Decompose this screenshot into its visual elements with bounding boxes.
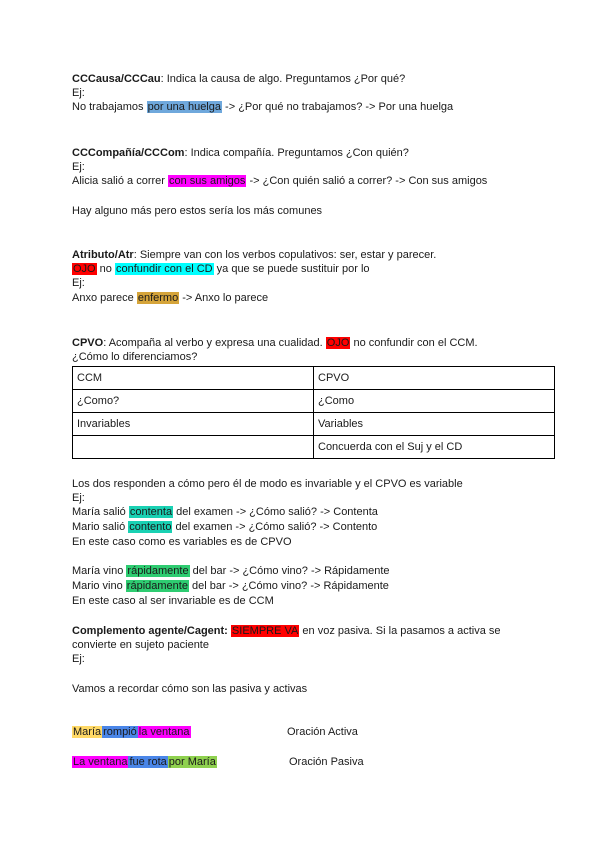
atributo-ex-pre: Anxo parece (72, 292, 137, 304)
ccomp-title: CCCompañía/CCCom (72, 147, 185, 159)
cagente-ej: Ej: (72, 653, 85, 665)
cpvo-conclusion-2: En este caso al ser invariable es de CCM (72, 595, 274, 607)
cpvo-ex1-pre: María salió (72, 506, 129, 518)
ccausa-title: CCCausa/CCCau (72, 73, 161, 85)
passive-agent: por María (168, 756, 216, 768)
atributo-example (72, 291, 268, 305)
atributo-desc: : Siempre van con los verbos copulativos: ser, estar y parecer. (133, 249, 437, 261)
cpvo-desc2: no confundir con el CCM. (350, 337, 478, 349)
cpvo-ex4-post: del bar -> ¿Cómo vino? -> Rápidamente (188, 580, 389, 592)
active-verb: rompió (103, 726, 137, 738)
cpvo-desc: : Acompaña al verbo y expresa una cualidad. (103, 337, 326, 349)
cpvo-ojo: OJO (326, 337, 350, 349)
ccomp-desc: : Indica compañía. Preguntamos ¿Con quién? (184, 147, 409, 159)
active-sentence (72, 725, 191, 739)
cpvo-ex3-highlight: rápidamente (127, 565, 189, 577)
cpvo-ex3-post: del bar -> ¿Cómo vino? -> Rápidamente (189, 565, 390, 577)
cpvo-ex1-post: del examen -> ¿Cómo salió? -> Contenta (173, 506, 378, 518)
active-object: la ventana (138, 726, 190, 738)
cpvo-example-3 (72, 564, 390, 578)
cpvo-conclusion-1: En este caso como es variables es de CPVO (72, 536, 292, 548)
table-cell: Invariables (73, 413, 314, 436)
cagente-desc: en voz pasiva. Si la pasamos a activa se (299, 625, 501, 637)
ccausa-ex-post: -> ¿Por qué no trabajamos? -> Por una huelga (222, 101, 454, 113)
cpvo-ex2-pre: Mario salió (72, 521, 129, 533)
atributo-mid: no (96, 263, 115, 275)
atributo-ex-highlight: enfermo (137, 292, 179, 304)
atributo-ojo: OJO (73, 263, 96, 275)
cagente-highlight: SIEMPRE VA (231, 625, 299, 637)
table-row (73, 367, 555, 390)
ccausa-desc: : Indica la causa de algo. Preguntamos ¿Por qué? (160, 73, 406, 85)
ccausa-ej: Ej: (72, 87, 85, 99)
cpvo-ej: Ej: (72, 492, 85, 504)
atributo-post: ya que se puede sustituir por lo (213, 263, 370, 275)
cpvo-title: CPVO (72, 337, 104, 349)
ccausa-ex-pre: No trabajamos (72, 101, 147, 113)
table-row (73, 436, 555, 459)
atributo-ex-post: -> Anxo lo parece (179, 292, 269, 304)
table-cell: ¿Como (314, 390, 555, 413)
passive-subject: La ventana (73, 756, 128, 768)
ccm-cpvo-table (72, 366, 555, 459)
cpvo-ex4-pre: Mario vino (72, 580, 126, 592)
table-cell: CCM (73, 367, 314, 390)
passive-verb: fue rota (129, 756, 167, 768)
cpvo-heading (72, 336, 478, 350)
ccausa-heading (72, 72, 405, 86)
cpvo-ex2-highlight: contento (129, 521, 172, 533)
cpvo-example-1 (72, 505, 378, 519)
ccomp-example (72, 174, 487, 188)
passive-sentence (72, 755, 217, 769)
passive-label: Oración Pasiva (289, 756, 364, 768)
cpvo-ex4-highlight: rápidamente (126, 580, 188, 592)
cpvo-ex2-post: del examen -> ¿Cómo salió? -> Contento (172, 521, 378, 533)
cpvo-ex1-highlight: contenta (129, 506, 173, 518)
table-cell: Variables (314, 413, 555, 436)
ccomp-ex-post: -> ¿Con quién salió a correr? -> Con sus amigos (246, 175, 488, 187)
cpvo-question: ¿Cómo lo diferenciamos? (72, 351, 198, 363)
active-subject: María (73, 726, 102, 738)
ccomp-ex-pre: Alicia salió a correr (72, 175, 168, 187)
cpvo-example-4 (72, 579, 389, 593)
cagente-heading (72, 624, 501, 638)
atributo-ej: Ej: (72, 277, 85, 289)
cagente-recall: Vamos a recordar cómo son las pasiva y activas (72, 683, 308, 695)
cpvo-ex3-pre: María vino (72, 565, 127, 577)
atributo-highlight: confundir con el CD (115, 263, 213, 275)
ccausa-ex-highlight: por una huelga (147, 101, 221, 113)
cpvo-explain: Los dos responden a cómo pero él de modo es invariable y el CPVO es variable (72, 478, 463, 490)
cagente-desc2: convierte en sujeto paciente (72, 639, 209, 651)
ccomp-note: Hay alguno más pero estos sería los más comunes (72, 205, 323, 217)
ccausa-example (72, 100, 453, 114)
atributo-heading (72, 248, 436, 262)
cpvo-example-2 (72, 520, 377, 534)
table-row (73, 413, 555, 436)
ccomp-ej: Ej: (72, 161, 85, 173)
table-cell: Concuerda con el Suj y el CD (314, 436, 555, 459)
ccomp-ex-highlight: con sus amigos (168, 175, 246, 187)
table-cell: CPVO (314, 367, 555, 390)
cagente-title: Complemento agente/Cagent: (72, 625, 228, 637)
table-cell (73, 436, 314, 459)
table-cell: ¿Como? (73, 390, 314, 413)
atributo-warning (72, 262, 370, 276)
ccomp-heading (72, 146, 409, 160)
active-label: Oración Activa (287, 726, 358, 738)
table-row (73, 390, 555, 413)
atributo-title: Atributo/Atr (72, 249, 134, 261)
